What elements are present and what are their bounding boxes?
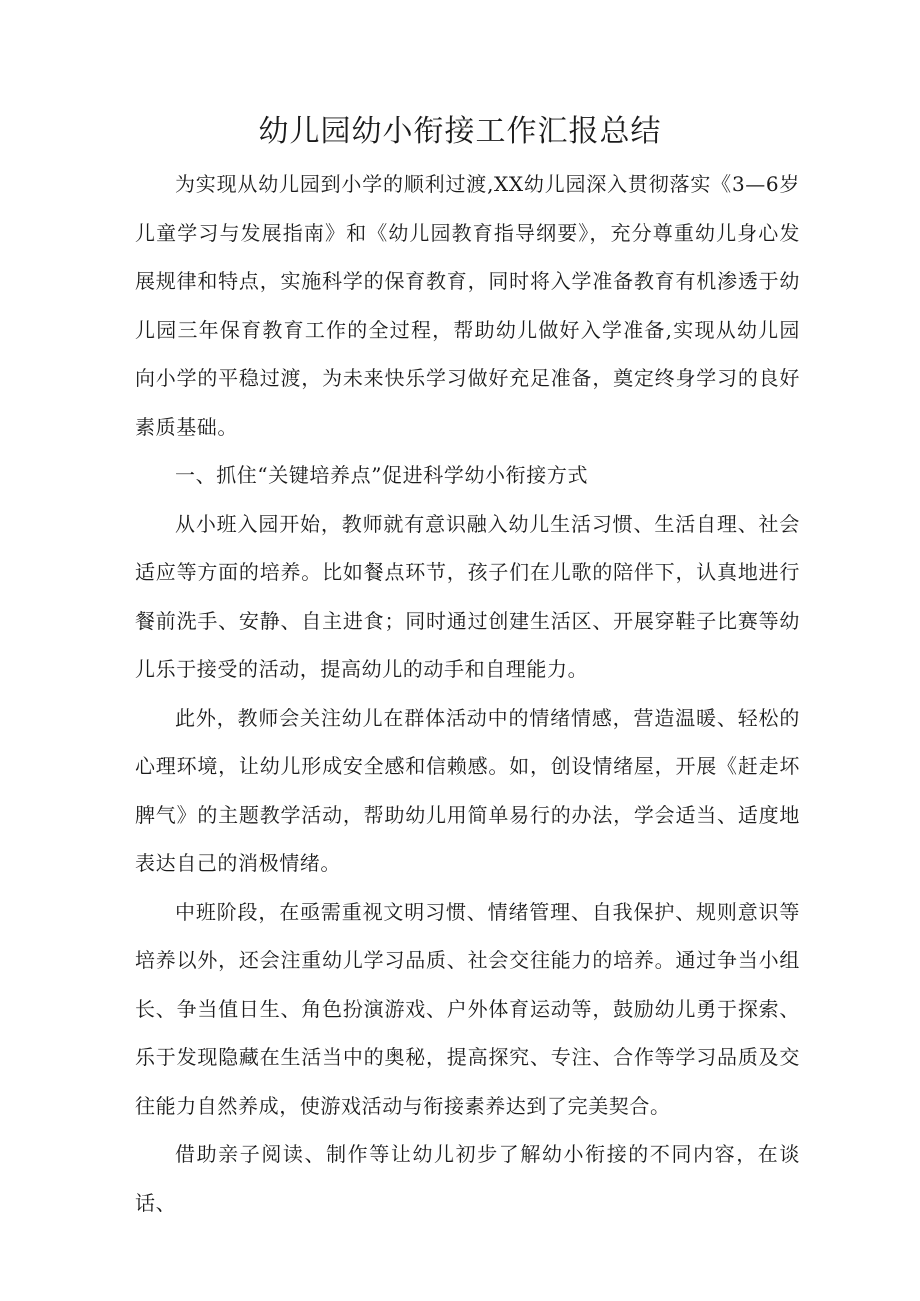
paragraph-reading: 借助亲子阅读、制作等让幼儿初步了解幼小衔接的不同内容，在谈话、 (135, 1142, 800, 1215)
document-title: 幼儿园幼小衔接工作汇报总结 (258, 114, 662, 149)
paragraph-emotion: 此外，教师会关注幼儿在群体活动中的情绪情感，营造温暖、轻松的心理环境，让幼儿形成安全感和信赖感。如，创设情绪屋，开展《赶走坏脾气》的主题教学活动，帮助幼儿用简单易行的办法，学会适当、适度地表达自己的消极情绪。 (135, 705, 800, 875)
paragraph-intro: 为实现从幼儿园到小学的顺利过渡,XX幼儿园深入贯彻落实《3—6岁儿童学习与发展指南》和《幼儿园教育指导纲要》，充分尊重幼儿身心发展规律和特点，实施科学的保育教育，同时将入学准备教育有机渗透于幼儿园三年保育教育工作的全过程，帮助幼儿做好入学准备,实现从幼儿园向小学的平稳过渡，为未来快乐学习做好充足准备，奠定终身学习的良好素质基础。 (135, 172, 800, 439)
document-body (135, 160, 800, 1227)
section-heading-1: 一、抓住“关键培养点”促进科学幼小衔接方式 (175, 463, 589, 487)
paragraph-middle-class: 中班阶段，在亟需重视文明习惯、情绪管理、自我保护、规则意识等培养以外，还会注重幼儿学习品质、社会交往能力的培养。通过争当小组长、争当值日生、角色扮演游戏、户外体育运动等，鼓励幼儿勇于探索、乐于发现隐藏在生活当中的奥秘，提高探究、专注、合作等学习品质及交往能力自然养成，使游戏活动与衔接素养达到了完美契合。 (135, 899, 800, 1118)
paragraph-small-class: 从小班入园开始，教师就有意识融入幼儿生活习惯、生活自理、社会适应等方面的培养。比如餐点环节，孩子们在儿歌的陪伴下，认真地进行餐前洗手、安静、自主进食；同时通过创建生活区、开展穿鞋子比赛等幼儿乐于接受的活动，提高幼儿的动手和自理能力。 (135, 511, 800, 681)
